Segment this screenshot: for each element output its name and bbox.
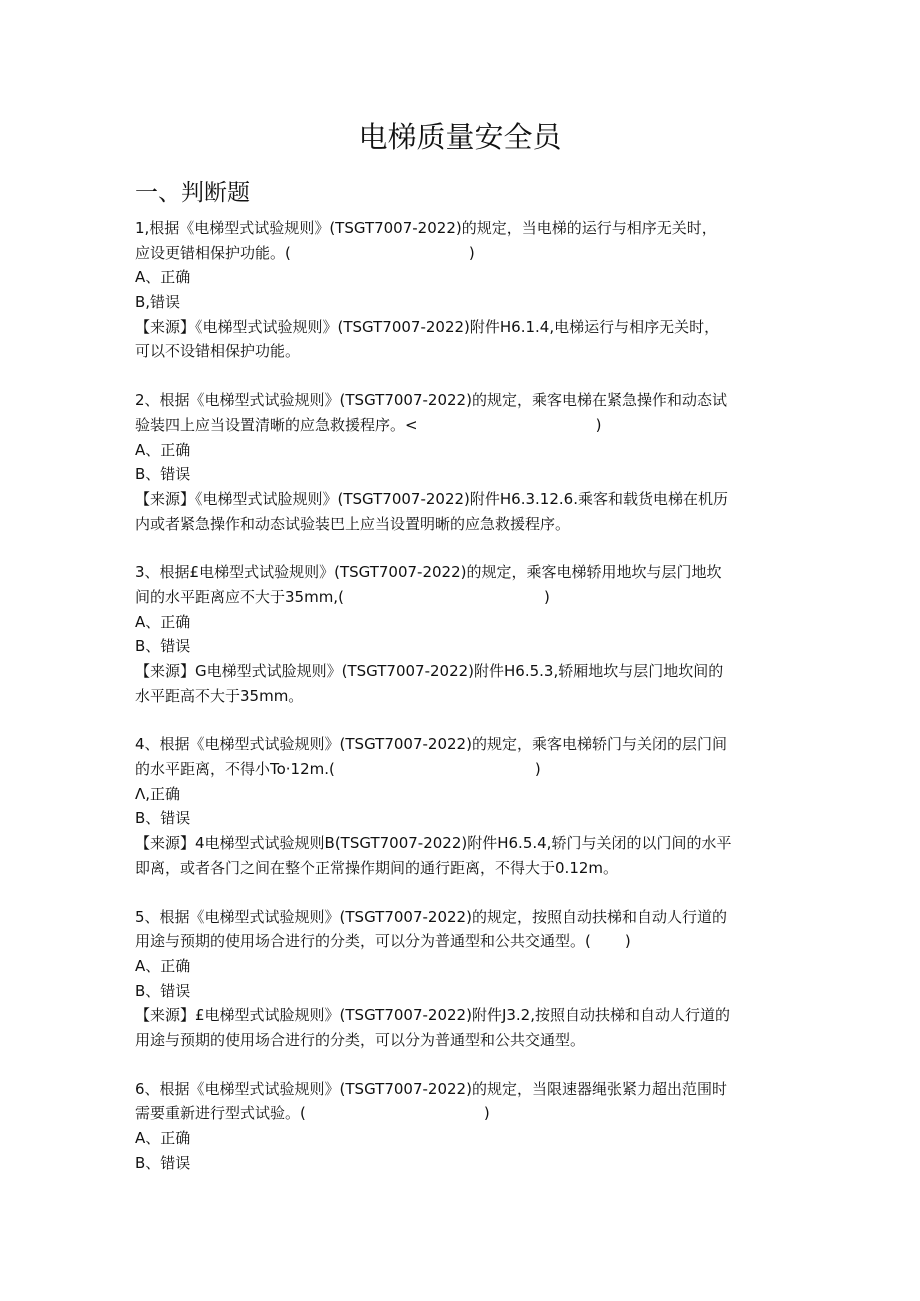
- option-a: A、正确: [135, 440, 191, 459]
- option-b: B、错误: [135, 809, 191, 828]
- source-line: 即离，或者各门之间在整个正常操作期间的通行距离，不得大于0.12m。: [135, 858, 619, 877]
- option-b: B、错误: [135, 637, 191, 656]
- question-stem-line: [135, 757, 790, 782]
- question-stem-line: 2、根据《电梯型式试验规则》(TSGT7007-2022)的规定，乘客电梯在紧急操作和动态试: [135, 391, 727, 410]
- source-line: 【来源】G电梯型式试脸规则》(TSGT7007-2022)附件H6.5.3,轿厢地坎与层门地坎间的: [135, 662, 724, 680]
- answer-blank-close: ): [483, 1104, 490, 1123]
- question-stem-line: 3、根据£电梯型式试验规则》(TSGT7007-2022)的规定，乘客电梯轿用地坎与层门地坎: [135, 563, 722, 582]
- option-a: A、正确: [135, 1129, 191, 1147]
- question-stem-text: 间的水平距离应不大于35mm,(: [135, 587, 344, 606]
- source-line: 【来源】4电梯型式试验规则B(TSGT7007-2022)附件H6.5.4,轿门与关闭的以门间的水平: [135, 834, 732, 853]
- answer-blank-close: ): [468, 243, 475, 262]
- source-line: 内或者紧急操作和动态试验装巴上应当设置明晰的应急救援程序。: [135, 514, 571, 533]
- option-b: B、错误: [135, 981, 191, 1000]
- question-1: [135, 216, 790, 364]
- source-line: 用途与预期的使用场合进行的分类，可以分为普通型和公共交通型。: [135, 1030, 586, 1049]
- question-stem-line: [135, 413, 790, 438]
- option-b: B、错误: [135, 465, 191, 484]
- answer-blank-close: ): [595, 415, 602, 434]
- option-a: A、正确: [135, 956, 191, 975]
- question-3: [135, 560, 790, 708]
- question-stem-line: [135, 585, 790, 610]
- question-stem-text: 验装四上应当设置清晰的应急救援程序。<: [135, 415, 418, 434]
- question-stem-line: 1,根据《电梯型式试验规则》(TSGT7007-2022)的规定，当电梯的运行与相序无关时，: [135, 219, 717, 237]
- question-2: [135, 388, 790, 536]
- question-stem-line: [135, 1101, 790, 1126]
- option-b: B、错误: [135, 1153, 191, 1172]
- question-4: [135, 732, 790, 880]
- question-stem-line: [135, 241, 790, 266]
- answer-blank-close: ): [624, 932, 631, 951]
- question-stem-line: 4、根据《电梯型式试验规则》(TSGT7007-2022)的规定，乘客电梯轿门与关闭的层门间: [135, 735, 727, 754]
- question-list: [135, 216, 790, 1175]
- question-stem-text: 的水平距离，不得小To·12m.(: [135, 760, 335, 779]
- option-a: A、正确: [135, 612, 191, 631]
- question-stem-text: 应设更错相保护功能。(: [135, 243, 291, 262]
- answer-blank-close: ): [534, 760, 541, 779]
- option-b: B,错误: [135, 293, 181, 312]
- source-line: 水平距高不大于35mm。: [135, 686, 304, 705]
- answer-blank-close: ): [543, 587, 550, 606]
- question-stem-text: 需要重新进行型式试验。(: [135, 1104, 306, 1123]
- question-stem-line: 5、根据《电梯型式试验规则》(TSGT7007-2022)的规定，按照自动扶梯和自动人行道的: [135, 907, 727, 926]
- question-stem-line: [135, 929, 790, 954]
- document-title: 电梯质量安全员: [358, 120, 562, 154]
- source-line: 【来源】《电梯型式试验规则》(TSGT7007-2022)附件H6.1.4,电梯运行与相序无关时，: [135, 317, 720, 336]
- source-line: 【来源】《电梯型式试脸规则》(TSGT7007-2022)附件H6.3.12.6.乘客和载货电梯在机历: [135, 489, 728, 508]
- question-stem-text: 用途与预期的使用场合进行的分类，可以分为普通型和公共交通型。(: [135, 932, 591, 951]
- source-line: 可以不设错相保护功能。: [135, 342, 301, 361]
- source-line: 【来源】£电梯型式试脸规则》(TSGT7007-2022)附件J3.2,按照自动扶梯和自动人行道的: [135, 1006, 730, 1025]
- section-heading: 一、判断题: [135, 180, 250, 206]
- question-5: [135, 905, 790, 1053]
- option-a: A、正确: [135, 268, 191, 287]
- question-6: [135, 1077, 790, 1176]
- option-a: Λ,正确: [135, 784, 181, 803]
- question-stem-line: 6、根据《电梯型式试验规则》(TSGT7007-2022)的规定，当限速器绳张紧力超出范围时: [135, 1079, 727, 1098]
